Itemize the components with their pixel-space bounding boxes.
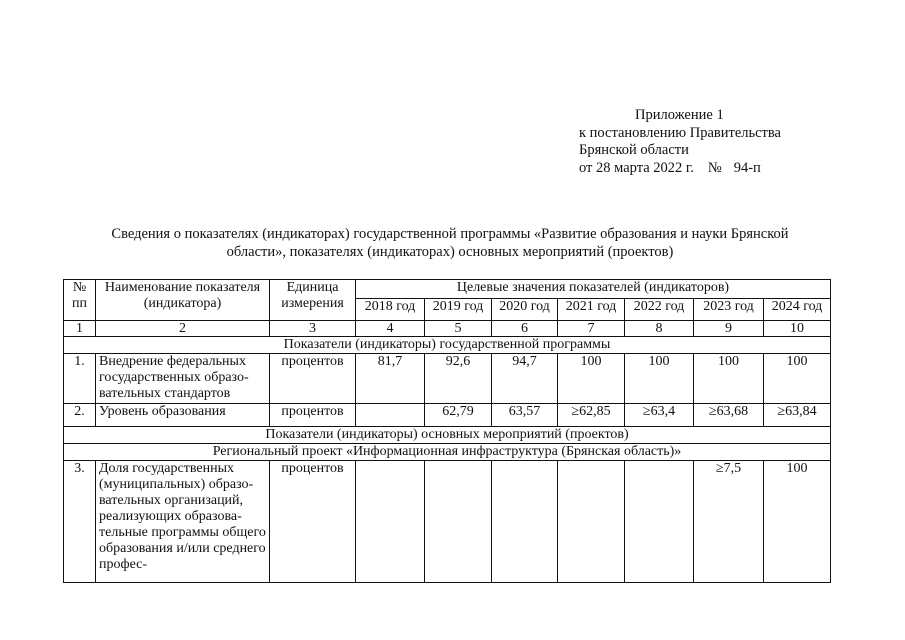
header-year: 2021 год <box>558 299 625 321</box>
row-value: 62,79 <box>425 404 492 427</box>
column-number: 3 <box>270 321 356 337</box>
header-year: 2020 год <box>492 299 558 321</box>
subsection-row <box>64 444 831 461</box>
row-num: 3. <box>64 461 96 583</box>
column-number: 6 <box>492 321 558 337</box>
section-heading: Показатели (индикаторы) основных мероприятий (проектов) <box>64 427 831 444</box>
section-heading: Показатели (индикаторы) государственной программы <box>64 337 831 354</box>
row-value <box>356 461 425 583</box>
column-number: 9 <box>694 321 764 337</box>
row-num: 1. <box>64 354 96 404</box>
table-row <box>64 354 831 404</box>
indicators-table <box>63 279 831 583</box>
document-title-line-2: области», показателях (индикаторах) основных мероприятий (проектов) <box>226 243 674 260</box>
column-number: 1 <box>64 321 96 337</box>
header-year: 2019 год <box>425 299 492 321</box>
row-value: 81,7 <box>356 354 425 404</box>
column-number: 10 <box>764 321 831 337</box>
row-value: ≥63,68 <box>694 404 764 427</box>
appendix-resolution: к постановлению Правительства <box>579 124 781 141</box>
row-value: ≥7,5 <box>694 461 764 583</box>
row-unit: процентов <box>270 461 356 583</box>
row-value: 92,6 <box>425 354 492 404</box>
section-row <box>64 427 831 444</box>
row-value <box>492 461 558 583</box>
header-target-values: Целевые значения показателей (индикаторов) <box>356 280 831 299</box>
table-row <box>64 404 831 427</box>
row-value <box>558 461 625 583</box>
header-row <box>64 280 831 299</box>
document-title-line-1: Сведения о показателях (индикаторах) государственной программы «Развитие образования и науки Брянской <box>111 226 789 242</box>
column-number: 8 <box>625 321 694 337</box>
row-unit: процентов <box>270 354 356 404</box>
header-num: № пп <box>64 280 96 321</box>
appendix-number-sign: № <box>707 159 722 176</box>
row-value: ≥63,4 <box>625 404 694 427</box>
appendix-block <box>579 107 781 177</box>
row-value: ≥63,84 <box>764 404 831 427</box>
column-number: 2 <box>96 321 270 337</box>
appendix-region: Брянской области <box>579 142 689 158</box>
row-name: Внедрение федеральных государственных образо-вательных стандартов <box>96 354 270 404</box>
appendix-number: 94-п <box>733 159 761 176</box>
header-name: Наименование показателя (индикатора) <box>96 280 270 321</box>
appendix-title: Приложение 1 <box>635 107 724 123</box>
row-num: 2. <box>64 404 96 427</box>
row-value: 100 <box>625 354 694 404</box>
document-title <box>40 226 860 261</box>
row-value <box>356 404 425 427</box>
appendix-date-number <box>579 160 781 178</box>
column-number: 7 <box>558 321 625 337</box>
row-value: 100 <box>764 354 831 404</box>
header-unit: Единица измерения <box>270 280 356 321</box>
row-unit: процентов <box>270 404 356 427</box>
row-name: Доля государственных (муниципальных) образо-вательных организаций, реализующих образова-тельные программы общего образования и/или среднего профес- <box>96 461 270 583</box>
header-year: 2023 год <box>694 299 764 321</box>
table-row <box>64 461 831 583</box>
row-value: 94,7 <box>492 354 558 404</box>
section-row <box>64 337 831 354</box>
row-value <box>425 461 492 583</box>
header-year: 2024 год <box>764 299 831 321</box>
row-value <box>625 461 694 583</box>
row-value: 100 <box>694 354 764 404</box>
column-number: 5 <box>425 321 492 337</box>
subsection-heading: Региональный проект «Информационная инфраструктура (Брянская область)» <box>64 444 831 461</box>
column-number: 4 <box>356 321 425 337</box>
row-value: 100 <box>558 354 625 404</box>
row-name: Уровень образования <box>96 404 270 427</box>
row-value: ≥62,85 <box>558 404 625 427</box>
header-year: 2018 год <box>356 299 425 321</box>
header-year: 2022 год <box>625 299 694 321</box>
row-value: 100 <box>764 461 831 583</box>
column-numbers-row <box>64 321 831 337</box>
row-value: 63,57 <box>492 404 558 427</box>
appendix-date: от 28 марта 2022 г. <box>579 159 694 176</box>
